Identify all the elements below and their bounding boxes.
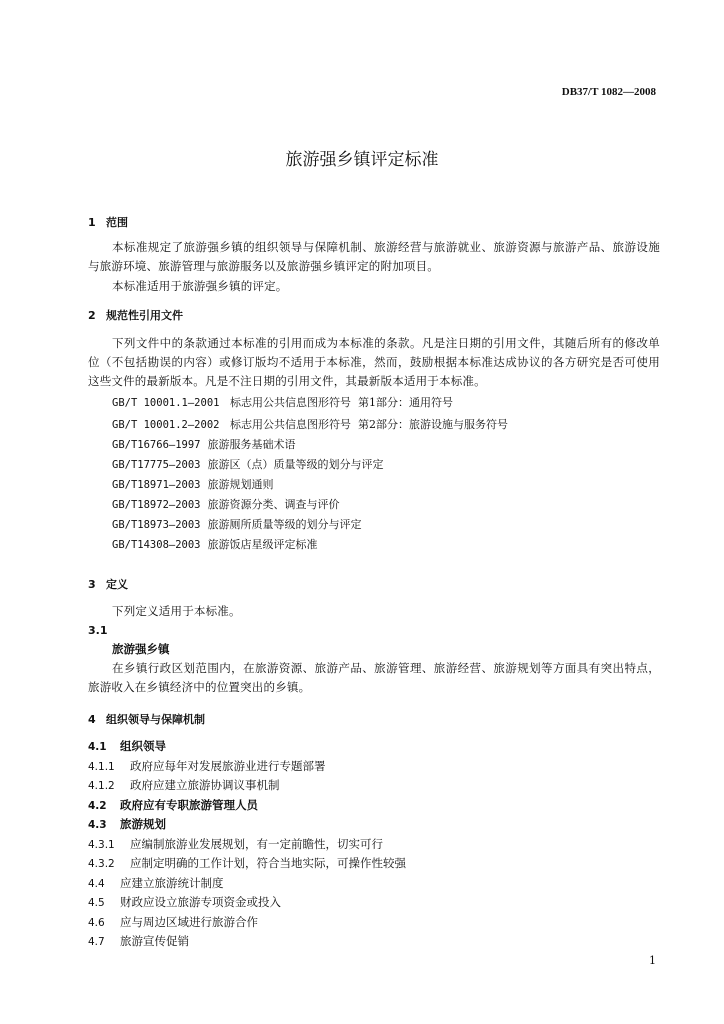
section-title: 定义 [106, 578, 128, 591]
section-title: 规范性引用文件 [106, 309, 183, 322]
section-4-heading [88, 711, 205, 727]
clause-text: 组织领导 [120, 739, 166, 753]
reference-title: 旅游资源分类、调查与评价 [207, 498, 340, 511]
section-1-paragraph: 本标准规定了旅游强乡镇的组织领导与保障机制、旅游经营与旅游就业、旅游资源与旅游产品、旅游设施与旅游环境、旅游管理与旅游服务以及旅游强乡镇评定的附加项目。 [88, 240, 660, 273]
reference-item [112, 496, 340, 512]
reference-code: GB/T16766—1997 [112, 439, 201, 451]
reference-title: 标志用公共信息图形符号 第2部分：旅游设施与服务符号 [229, 418, 508, 431]
section-number: 3 [88, 578, 96, 591]
reference-item [112, 516, 362, 532]
clause-number: 4.3.2 [88, 858, 115, 870]
clause-text: 应编制旅游业发展规划，有一定前瞻性，切实可行 [130, 837, 383, 851]
section-number: 1 [88, 216, 96, 229]
clause-item [88, 797, 258, 813]
section-2-paragraph: 下列文件中的条款通过本标准的引用而成为本标准的条款。凡是注日期的引用文件，其随后所有的修改单位（不包括勘误的内容）或修订版均不适用于本标准，然而，鼓励根据本标准达成协议的各方研究是否可使用这些文件的最新版本。凡是不注日期的引用文件，其最新版本适用于本标准。 [88, 336, 660, 388]
clause-text: 旅游规划 [120, 817, 166, 831]
section-3-paragraph: 下列定义适用于本标准。 [112, 604, 241, 618]
reference-code: GB/T18973—2003 [112, 519, 201, 531]
reference-title: 旅游饭店星级评定标准 [207, 538, 318, 551]
clause-item [88, 777, 280, 793]
clause-item [88, 914, 258, 930]
clause-number: 4.7 [88, 936, 105, 948]
reference-code: GB/T 10001.1—2001 [112, 397, 220, 409]
clause-text: 应与周边区域进行旅游合作 [120, 915, 258, 929]
reference-title: 旅游规划通则 [207, 478, 274, 491]
subsection-number: 3.1 [88, 624, 108, 637]
section-2-heading [88, 307, 183, 323]
section-title: 组织领导与保障机制 [106, 713, 205, 726]
clause-number: 4.3 [88, 819, 107, 831]
reference-item [112, 476, 274, 492]
reference-item [112, 456, 384, 472]
clause-item [88, 836, 383, 852]
clause-item [88, 875, 224, 891]
clause-number: 4.3.1 [88, 839, 115, 851]
clause-item [88, 758, 326, 774]
reference-title: 旅游服务基础术语 [207, 438, 296, 451]
reference-item [112, 436, 296, 452]
clause-text: 应制定明确的工作计划，符合当地实际，可操作性较强 [130, 856, 406, 870]
reference-code: GB/T14308—2003 [112, 539, 201, 551]
section-1-paragraph: 本标准适用于旅游强乡镇的评定。 [112, 279, 288, 293]
reference-code: GB/T18972—2003 [112, 499, 201, 511]
clause-number: 4.1 [88, 741, 107, 753]
reference-code: GB/T18971—2003 [112, 479, 201, 491]
reference-title: 旅游厕所质量等级的划分与评定 [207, 518, 362, 531]
reference-item [112, 536, 318, 552]
reference-item [112, 394, 453, 410]
section-number: 4 [88, 713, 96, 726]
clause-item [88, 933, 189, 949]
clause-number: 4.1.2 [88, 780, 115, 792]
document-number: DB37/T 1082—2008 [561, 86, 656, 98]
term-title: 旅游强乡镇 [112, 642, 170, 656]
section-title: 范围 [106, 216, 128, 229]
clause-text: 财政应设立旅游专项资金或投入 [120, 895, 281, 909]
reference-code: GB/T17775—2003 [112, 459, 201, 471]
section-1-heading [88, 214, 128, 230]
clause-number: 4.4 [88, 878, 105, 890]
clause-item [88, 894, 281, 910]
clause-text: 政府应有专职旅游管理人员 [120, 798, 258, 812]
clause-text: 应建立旅游统计制度 [120, 876, 224, 890]
term-definition: 在乡镇行政区划范围内，在旅游资源、旅游产品、旅游管理、旅游经营、旅游规划等方面具有突出特点，旅游收入在乡镇经济中的位置突出的乡镇。 [88, 661, 660, 694]
clause-text: 政府应每年对发展旅游业进行专题部署 [130, 759, 326, 773]
clause-item [88, 816, 166, 832]
clause-number: 4.6 [88, 917, 105, 929]
reference-title: 旅游区（点）质量等级的划分与评定 [207, 458, 384, 471]
clause-text: 政府应建立旅游协调议事机制 [130, 778, 280, 792]
clause-number: 4.2 [88, 800, 107, 812]
reference-item [112, 416, 508, 432]
section-number: 2 [88, 309, 96, 322]
reference-title: 标志用公共信息图形符号 第1部分：通用符号 [229, 396, 453, 409]
clause-item [88, 855, 406, 871]
clause-number: 4.1.1 [88, 761, 115, 773]
clause-text: 旅游宣传促销 [120, 934, 189, 948]
clause-item [88, 738, 166, 754]
document-title: 旅游强乡镇评定标准 [285, 150, 439, 170]
page-number: 1 [649, 954, 656, 967]
clause-number: 4.5 [88, 897, 105, 909]
reference-code: GB/T 10001.2—2002 [112, 419, 220, 431]
section-3-heading [88, 576, 128, 592]
